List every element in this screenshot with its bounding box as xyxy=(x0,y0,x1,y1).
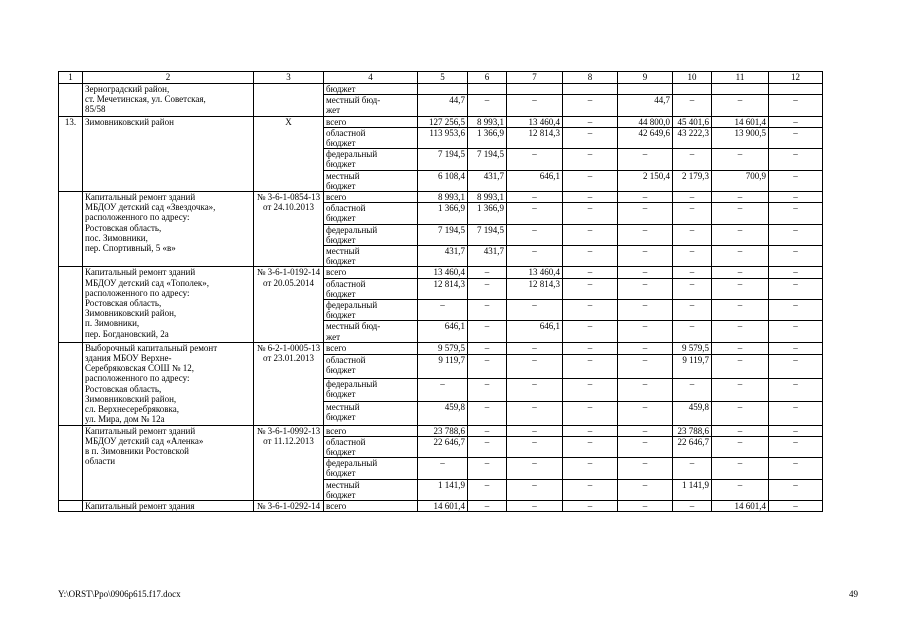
amount-col-7: – xyxy=(507,342,563,354)
amount-col-6: 1 366,9 xyxy=(468,203,507,224)
amount-col-9: – xyxy=(618,500,673,511)
amount-col-10: 9 119,7 xyxy=(673,355,712,378)
footer-filename: Y:\ORST\Ppo\0906p615.f17.docx xyxy=(58,589,181,599)
amount-col-10: – xyxy=(673,192,712,203)
document-reference xyxy=(254,84,324,117)
amount-col-6: – xyxy=(468,321,507,342)
amount-col-5: 9 119,7 xyxy=(418,355,468,378)
amount-col-6: – xyxy=(468,479,507,500)
amount-col-12: – xyxy=(769,246,823,267)
amount-col-10: – xyxy=(673,300,712,321)
document-reference: № 3-6-1-0854-13 от 24.10.2013 xyxy=(254,192,324,267)
amount-col-5: 431,7 xyxy=(418,246,468,267)
table-row xyxy=(59,267,823,278)
amount-col-12: – xyxy=(769,149,823,170)
amount-col-5: 23 788,6 xyxy=(418,425,468,436)
amount-col-9: – xyxy=(618,342,673,354)
amount-col-5: 113 953,6 xyxy=(418,127,468,148)
table-row xyxy=(59,192,823,203)
amount-col-12: – xyxy=(769,224,823,245)
funding-source: всего xyxy=(324,267,418,278)
amount-col-7: 12 814,3 xyxy=(507,127,563,148)
object-description: Капитальный ремонт зданий МБДОУ детский сад «Тополек», расположенного по адресу: Ростовская область, Зимовниковский район, п. Зимовники, пер. Богдановский, 2а xyxy=(83,267,254,342)
amount-col-8: – xyxy=(563,500,618,511)
amount-col-6: 1 366,9 xyxy=(468,127,507,148)
amount-col-12 xyxy=(769,84,823,95)
amount-col-5: 44,7 xyxy=(418,95,468,116)
funding-source: местный бюджет xyxy=(324,170,418,191)
amount-col-9: – xyxy=(618,267,673,278)
amount-col-10 xyxy=(673,84,712,95)
document-reference: Х xyxy=(254,116,324,191)
amount-col-7: – xyxy=(507,402,563,425)
column-number-1: 1 xyxy=(59,72,83,84)
funding-source: местный бюджет xyxy=(324,479,418,500)
column-number-5: 5 xyxy=(418,72,468,84)
table-row xyxy=(59,84,823,95)
amount-col-7: 646,1 xyxy=(507,321,563,342)
table-row xyxy=(59,500,823,511)
amount-col-6 xyxy=(468,84,507,95)
amount-col-6: – xyxy=(468,500,507,511)
amount-col-9: – xyxy=(618,300,673,321)
amount-col-7: – xyxy=(507,300,563,321)
funding-source: федеральный бюджет xyxy=(324,224,418,245)
amount-col-10: – xyxy=(673,458,712,479)
table-row xyxy=(59,342,823,354)
amount-col-7: 13 460,4 xyxy=(507,267,563,278)
amount-col-11: – xyxy=(712,321,769,342)
amount-col-5: 1 366,9 xyxy=(418,203,468,224)
column-number-7: 7 xyxy=(507,72,563,84)
amount-col-11: – xyxy=(712,192,769,203)
amount-col-11: 13 900,5 xyxy=(712,127,769,148)
table-body xyxy=(59,72,823,512)
amount-col-5: – xyxy=(418,300,468,321)
amount-col-11: – xyxy=(712,95,769,116)
funding-source: местный бюд- жет xyxy=(324,321,418,342)
column-number-4: 4 xyxy=(324,72,418,84)
funding-source: всего xyxy=(324,116,418,127)
amount-col-8: – xyxy=(563,378,618,401)
funding-source: областной бюджет xyxy=(324,127,418,148)
amount-col-10: 43 222,3 xyxy=(673,127,712,148)
funding-source: областной бюджет xyxy=(324,278,418,299)
amount-col-7: 13 460,4 xyxy=(507,116,563,127)
amount-col-12: – xyxy=(769,342,823,354)
funding-source: областной бюджет xyxy=(324,355,418,378)
amount-col-9: – xyxy=(618,402,673,425)
amount-col-12: – xyxy=(769,116,823,127)
amount-col-12: – xyxy=(769,378,823,401)
amount-col-8: – xyxy=(563,116,618,127)
amount-col-11: – xyxy=(712,378,769,401)
amount-col-6: – xyxy=(468,378,507,401)
amount-col-8 xyxy=(563,84,618,95)
object-description: Выборочный капитальный ремонт здания МБОУ Верхне- Серебряковская СОШ № 12, расположенного по адресу: Ростовская область, Зимовниковский район, сл. Верхнесеребряковка, ул. Мира, дом № 12а xyxy=(83,342,254,425)
amount-col-6: – xyxy=(468,95,507,116)
amount-col-11: – xyxy=(712,246,769,267)
row-number xyxy=(59,342,83,425)
amount-col-6: 8 993,1 xyxy=(468,192,507,203)
amount-col-7: – xyxy=(507,479,563,500)
column-number-9: 9 xyxy=(618,72,673,84)
amount-col-8: – xyxy=(563,170,618,191)
amount-col-7: – xyxy=(507,203,563,224)
amount-col-9: – xyxy=(618,479,673,500)
amount-col-12: – xyxy=(769,95,823,116)
amount-col-9 xyxy=(618,84,673,95)
object-description: Зимовниковский район xyxy=(83,116,254,191)
funding-source: всего xyxy=(324,425,418,436)
amount-col-7 xyxy=(507,84,563,95)
amount-col-10: – xyxy=(673,224,712,245)
row-number xyxy=(59,267,83,342)
amount-col-10: 2 179,3 xyxy=(673,170,712,191)
amount-col-5: 127 256,5 xyxy=(418,116,468,127)
amount-col-12: – xyxy=(769,127,823,148)
amount-col-10: – xyxy=(673,267,712,278)
amount-col-7: – xyxy=(507,378,563,401)
amount-col-7: – xyxy=(507,246,563,267)
amount-col-5: 14 601,4 xyxy=(418,500,468,511)
amount-col-10: – xyxy=(673,378,712,401)
funding-source: всего xyxy=(324,342,418,354)
amount-col-12: – xyxy=(769,436,823,457)
object-description: Капитальный ремонт зданий МБДОУ детский сад «Аленка» в п. Зимовники Ростовской области xyxy=(83,425,254,500)
amount-col-9: 42 649,6 xyxy=(618,127,673,148)
amount-col-11: – xyxy=(712,479,769,500)
amount-col-10: – xyxy=(673,246,712,267)
amount-col-9: – xyxy=(618,378,673,401)
amount-col-12: – xyxy=(769,355,823,378)
column-number-3: 3 xyxy=(254,72,324,84)
amount-col-12: – xyxy=(769,278,823,299)
amount-col-12: – xyxy=(769,192,823,203)
amount-col-9: – xyxy=(618,246,673,267)
amount-col-10: 23 788,6 xyxy=(673,425,712,436)
amount-col-9: – xyxy=(618,149,673,170)
funding-source: всего xyxy=(324,192,418,203)
amount-col-11 xyxy=(712,84,769,95)
amount-col-6: – xyxy=(468,458,507,479)
amount-col-11: – xyxy=(712,203,769,224)
amount-col-6: – xyxy=(468,402,507,425)
amount-col-9: – xyxy=(618,278,673,299)
amount-col-10: – xyxy=(673,95,712,116)
amount-col-5: 7 194,5 xyxy=(418,224,468,245)
amount-col-8: – xyxy=(563,425,618,436)
amount-col-11: – xyxy=(712,300,769,321)
amount-col-8: – xyxy=(563,436,618,457)
amount-col-8: – xyxy=(563,458,618,479)
column-number-10: 10 xyxy=(673,72,712,84)
amount-col-6: – xyxy=(468,425,507,436)
amount-col-8: – xyxy=(563,267,618,278)
amount-col-12: – xyxy=(769,500,823,511)
amount-col-12: – xyxy=(769,458,823,479)
amount-col-8: – xyxy=(563,355,618,378)
amount-col-8: – xyxy=(563,95,618,116)
amount-col-8: – xyxy=(563,278,618,299)
funding-source: областной бюджет xyxy=(324,203,418,224)
object-description: Капитальный ремонт зданий МБДОУ детский сад «Звездочка», расположенного по адресу: Ростовская область, пос. Зимовники, пер. Спортивный, 5 «в» xyxy=(83,192,254,267)
amount-col-12: – xyxy=(769,203,823,224)
amount-col-12: – xyxy=(769,170,823,191)
amount-col-10: 459,8 xyxy=(673,402,712,425)
amount-col-6: 8 993,1 xyxy=(468,116,507,127)
amount-col-5: 8 993,1 xyxy=(418,192,468,203)
amount-col-5 xyxy=(418,84,468,95)
table-row xyxy=(59,116,823,127)
amount-col-8: – xyxy=(563,402,618,425)
row-number xyxy=(59,425,83,500)
amount-col-5: 459,8 xyxy=(418,402,468,425)
amount-col-6: 431,7 xyxy=(468,246,507,267)
funding-source: бюджет xyxy=(324,84,418,95)
amount-col-11: – xyxy=(712,224,769,245)
amount-col-8: – xyxy=(563,300,618,321)
amount-col-5: 9 579,5 xyxy=(418,342,468,354)
amount-col-7: – xyxy=(507,149,563,170)
amount-col-5: 13 460,4 xyxy=(418,267,468,278)
amount-col-8: – xyxy=(563,342,618,354)
amount-col-6: – xyxy=(468,355,507,378)
amount-col-12: – xyxy=(769,300,823,321)
amount-col-11: 14 601,4 xyxy=(712,500,769,511)
amount-col-6: – xyxy=(468,278,507,299)
amount-col-11: – xyxy=(712,342,769,354)
column-number-12: 12 xyxy=(769,72,823,84)
amount-col-9: 2 150,4 xyxy=(618,170,673,191)
program-table xyxy=(58,71,823,512)
amount-col-10: 45 401,6 xyxy=(673,116,712,127)
amount-col-10: – xyxy=(673,149,712,170)
amount-col-9: 44 800,0 xyxy=(618,116,673,127)
document-reference: № 3-6-1-0292-14 xyxy=(254,500,324,511)
amount-col-7: – xyxy=(507,224,563,245)
amount-col-6: 7 194,5 xyxy=(468,149,507,170)
amount-col-6: – xyxy=(468,342,507,354)
funding-source: местный бюджет xyxy=(324,402,418,425)
amount-col-12: – xyxy=(769,267,823,278)
amount-col-5: 22 646,7 xyxy=(418,436,468,457)
row-number xyxy=(59,192,83,267)
amount-col-5: 6 108,4 xyxy=(418,170,468,191)
amount-col-9: – xyxy=(618,425,673,436)
amount-col-10: 1 141,9 xyxy=(673,479,712,500)
row-number xyxy=(59,84,83,117)
amount-col-8: – xyxy=(563,127,618,148)
amount-col-11: – xyxy=(712,267,769,278)
amount-col-10: – xyxy=(673,203,712,224)
amount-col-10: – xyxy=(673,500,712,511)
object-description: Капитальный ремонт здания xyxy=(83,500,254,511)
amount-col-7: – xyxy=(507,95,563,116)
amount-col-5: – xyxy=(418,458,468,479)
column-number-11: 11 xyxy=(712,72,769,84)
amount-col-5: 1 141,9 xyxy=(418,479,468,500)
amount-col-7: – xyxy=(507,355,563,378)
amount-col-9: – xyxy=(618,203,673,224)
amount-col-9: – xyxy=(618,436,673,457)
object-description: Зерноградский район, ст. Мечетинская, ул. Советская, 85/58 xyxy=(83,84,254,117)
amount-col-8: – xyxy=(563,479,618,500)
amount-col-11: – xyxy=(712,436,769,457)
funding-source: федеральный бюджет xyxy=(324,300,418,321)
amount-col-11: – xyxy=(712,278,769,299)
column-number-2: 2 xyxy=(83,72,254,84)
amount-col-7: – xyxy=(507,192,563,203)
amount-col-9: – xyxy=(618,321,673,342)
table-row xyxy=(59,425,823,436)
row-number: 13. xyxy=(59,116,83,191)
amount-col-11: – xyxy=(712,425,769,436)
funding-source: областной бюджет xyxy=(324,436,418,457)
amount-col-11: – xyxy=(712,149,769,170)
amount-col-12: – xyxy=(769,425,823,436)
amount-col-12: – xyxy=(769,479,823,500)
amount-col-7: – xyxy=(507,500,563,511)
amount-col-10: 22 646,7 xyxy=(673,436,712,457)
document-reference: № 6-2-1-0005-13 от 23.01.2013 xyxy=(254,342,324,425)
amount-col-9: – xyxy=(618,224,673,245)
amount-col-9: 44,7 xyxy=(618,95,673,116)
document-reference: № 3-6-1-0192-14 от 20.05.2014 xyxy=(254,267,324,342)
amount-col-10: – xyxy=(673,321,712,342)
column-numbers-row xyxy=(59,72,823,84)
funding-source: федеральный бюджет xyxy=(324,149,418,170)
amount-col-6: 7 194,5 xyxy=(468,224,507,245)
amount-col-8: – xyxy=(563,203,618,224)
amount-col-11: – xyxy=(712,355,769,378)
amount-col-6: – xyxy=(468,267,507,278)
amount-col-7: 646,1 xyxy=(507,170,563,191)
amount-col-9: – xyxy=(618,458,673,479)
amount-col-10: – xyxy=(673,278,712,299)
amount-col-6: – xyxy=(468,300,507,321)
amount-col-6: 431,7 xyxy=(468,170,507,191)
funding-source: федеральный бюджет xyxy=(324,458,418,479)
amount-col-11: 700,9 xyxy=(712,170,769,191)
amount-col-9: – xyxy=(618,355,673,378)
row-number xyxy=(59,500,83,511)
amount-col-12: – xyxy=(769,402,823,425)
amount-col-8: – xyxy=(563,192,618,203)
amount-col-8: – xyxy=(563,246,618,267)
amount-col-7: – xyxy=(507,425,563,436)
funding-source: местный бюджет xyxy=(324,246,418,267)
amount-col-12: – xyxy=(769,321,823,342)
funding-source: местный бюд- жет xyxy=(324,95,418,116)
amount-col-11: – xyxy=(712,458,769,479)
page-number: 49 xyxy=(849,589,858,599)
amount-col-9: – xyxy=(618,192,673,203)
amount-col-11: 14 601,4 xyxy=(712,116,769,127)
amount-col-5: 7 194,5 xyxy=(418,149,468,170)
amount-col-6: – xyxy=(468,436,507,457)
amount-col-5: – xyxy=(418,378,468,401)
amount-col-11: – xyxy=(712,402,769,425)
amount-col-5: 12 814,3 xyxy=(418,278,468,299)
document-reference: № 3-6-1-0992-13 от 11.12.2013 xyxy=(254,425,324,500)
amount-col-7: – xyxy=(507,458,563,479)
amount-col-8: – xyxy=(563,224,618,245)
funding-source: всего xyxy=(324,500,418,511)
amount-col-5: 646,1 xyxy=(418,321,468,342)
funding-source: федеральный бюджет xyxy=(324,378,418,401)
amount-col-8: – xyxy=(563,149,618,170)
column-number-6: 6 xyxy=(468,72,507,84)
amount-col-10: 9 579,5 xyxy=(673,342,712,354)
column-number-8: 8 xyxy=(563,72,618,84)
amount-col-8: – xyxy=(563,321,618,342)
amount-col-7: 12 814,3 xyxy=(507,278,563,299)
amount-col-7: – xyxy=(507,436,563,457)
